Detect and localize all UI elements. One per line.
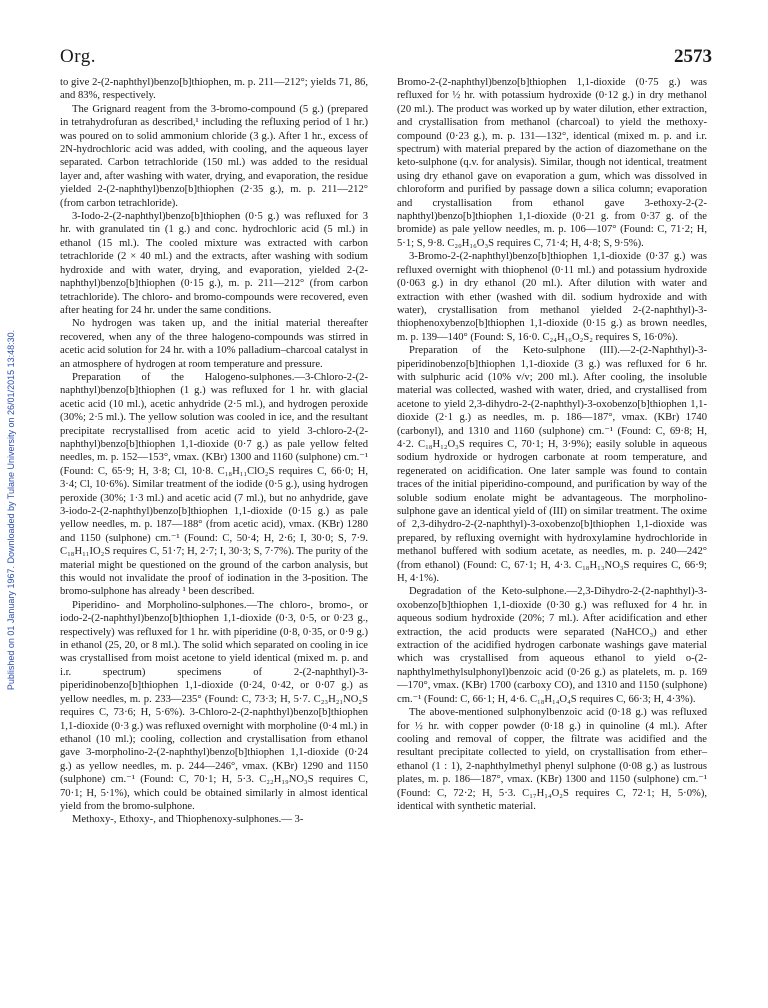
paragraph: Piperidino- and Morpholino-sulphones.—The chloro-, bromo-, or iodo-2-(2-naphthyl)benzo[b]thiophen 1,1-dioxide (0·3, 0·5, or 0·23 g., respectively) was refluxed for 1 hr. with piperidine (0·8, 0·35, or 0·9 g.) in ethanol (25, 20, or 8 ml.). The solid which separated on cooling in ice was crystallised from moist acetone to yield identical (mixed m. p. and i.r. spectrum) specimens of 2-(2-naphthyl)-3-piperidinobenzo[b]thiophen 1,1-dioxide (0·24, 0·42, or 0·07 g.) as yellow needles, m. p. 233—235° (Found: C, 73·3; H, 5·7. C₂₃H₂₁NO₂S requires C, 73·6; H, 5·6%). 3-Chloro-2-(2-naphthyl)benzo[b]thiophen 1,1-dioxide (0·3 g.) was refluxed overnight with morpholine (0·4 ml.) in ethanol (10 ml.); cooling, collection and crystallisation from ethanol gave 3-morpholino-2-(2-naphthyl)benzo[b]thiophen 1,1-dioxide (0·24 g.) as yellow needles, m. p. 244—246°, νmax. (KBr) 1290 and 1150 (sulphone) cm.⁻¹ (Found: C, 70·1; H, 5·3. C₂₂H₁₉NO₃S requires C, 70·1; H, 5·1%), which could be obtained similarly in almost identical yield from the bromo-sulphone. xyxy=(60,599,368,812)
paragraph: Methoxy-, Ethoxy-, and Thiophenoxy-sulphones.— 3- xyxy=(72,814,304,826)
page-number: 2573 xyxy=(674,46,712,67)
paragraph: Preparation of the Halogeno-sulphones.—3-Chloro-2-(2-naphthyl)benzo[b]thiophen (1 g.) was refluxed for 1 hr. with glacial acetic acid (10 ml.), acetic anhydride (2·5 ml.), and hydrogen peroxide (30%; 2·5 ml.). The yellow solution was cooled in ice, and the resultant precipitate recrystallised from acetic acid to yield 3-chloro-2-(2-naphthyl)benzo[b]thiophen 1,1-dioxide (0·7 g.) as pale yellow felted needles, m. p. 152—153°, νmax. (KBr) 1300 and 1160 (sulphone) cm.⁻¹ (Found: C, 65·9; H, 3·8; Cl, 10·8. C₁₈H₁₁ClO₂S requires C, 66·0; H, 3·4; Cl, 10·6%). Similar treatment of the iodide (0·5 g.), using hydrogen peroxide (30%; 1·3 ml.) and acetic acid (7 ml.), but no anhydride, gave 3-iodo-2-(2-naphthyl)benzo[b]thiophen 1,1-dioxide (0·15 g.) as pale yellow needles, m. p. 187—188° (from acetic acid), νmax. (KBr) 1280 and 1150 (sulphone) cm.⁻¹ (Found: C, 50·4; H, 2·6; I, 30·0; S, 7·9. C₁₈H₁₁IO₂S requires C, 51·7; H, 2·7; I, 30·3; S, 7·7%). The purity of the material might be questioned on the ground of the carbon analysis, but this would not invalidate the proof of iodination in the 3-position. The bromo-sulphone has already ¹ been described. xyxy=(60,371,368,598)
paragraph: No hydrogen was taken up, and the initial material thereafter recovered, when any of the three halogeno-compounds was stirred in acetic acid solution for 24 hr. with a 10% palladium–charcoal catalyst in an atmosphere of hydrogen at room temperature and pressure. xyxy=(60,318,368,370)
paragraph: The Grignard reagent from the 3-bromo-compound (5 g.) (prepared in tetrahydrofuran as described,¹ including the refluxing period of 1 hr.) was poured on to solid ammonium chloride (3 g.). After 1 hr., excess of 2N-hydrochloric acid was added, with cooling, and the aqueous layer separated. Carbon tetrachloride (150 ml.) was added to the residual layer and, after washing with water, drying, and evaporation, the residue yielded 2-(2-naphthyl)benzo[b]thiophen (2·35 g.), m. p. 211—212° (from carbon tetrachloride). xyxy=(60,103,368,209)
paragraph: The above-mentioned sulphonylbenzoic acid (0·18 g.) was refluxed for ½ hr. with copper powder (0·18 g.) in quinoline (4 ml.). After cooling and removal of copper, the filtrate was acidified and the resultant precipitate collected to yield, on crystallisation from ether–ethanol (1 : 1), 2-naphthylmethyl phenyl sulphone (0·08 g.) as lustrous plates, m. p. 186—187°, νmax. (KBr) 1300 and 1150 (sulphone) cm.⁻¹ (Found: C, 72·2; H, 5·3. C₁₇H₁₄O₂S requires C, 72·1; H, 5·0%), identical with synthetic material. xyxy=(397,707,707,812)
paragraph: Degradation of the Keto-sulphone.—2,3-Dihydro-2-(2-naphthyl)-3-oxobenzo[b]thiophen 1,1-dioxide (0·30 g.) was refluxed for 4 hr. in aqueous sodium hydroxide (20%; 7 ml.). After acidification and ether extraction, the acid products were separated (NaHCO₃) and ether extraction of the acidified hydrogen carbonate washings gave material which was crystallised from aqueous ethanol to yield o-(2-naphthylmethylsulphonyl)benzoic acid (0·26 g.) as platelets, m. p. 169—170°, νmax. (KBr) 1700 (carboxy CO), and 1310 and 1150 (sulphone) cm.⁻¹ (Found: C, 66·1; H, 4·6. C₁₈H₁₄O₄S requires C, 66·3; H, 4·3%). xyxy=(397,586,707,705)
paragraph: to give 2-(2-naphthyl)benzo[b]thiophen, m. p. 211—212°; yields 71, 86, and 83%, respectively. xyxy=(60,77,368,102)
provenance-text: Published on 01 January 1967. Downloaded by Tulane University on 26/01/2015 13:48:30. xyxy=(6,329,16,691)
paragraph: 3-Iodo-2-(2-naphthyl)benzo[b]thiophen (0·5 g.) was refluxed for 3 hr. with granulated tin (1 g.) and conc. hydrochloric acid (5 ml.) in ethanol (15 ml.). The cooled mixture was extracted with carbon tetrachloride (2 × 40 ml.) and the extracts, after washing with sodium hydroxide and with water, drying, and evaporation, yielded 2-(2-naphthyl)benzo[b]thiophen (0·15 g.), m. p. 211—212° (from carbon tetrachloride). The chloro- and bromo-compounds were recovered, even after heating for 24 hr. under the same conditions. xyxy=(60,211,368,316)
paragraph: Bromo-2-(2-naphthyl)benzo[b]thiophen 1,1-dioxide (0·75 g.) was refluxed for ½ hr. with potassium hydroxide (0·12 g.) in dry methanol (20 ml.). The product was worked up by water dilution, ether extraction, and crystallisation from methanol (charcoal) to yield the methoxy-compound (0·23 g.), m. p. 131—132°, identical (mixed m. p. and i.r. spectrum) with material prepared by the action of diazomethane on the keto-sulphone (q.v. for analysis). Similar, though not identical, treatment using dry ethanol gave on evaporation a gum, which was dissolved in chloroform and purified by passage down a silica column; evaporation and crystallisation from ethanol gave 3-ethoxy-2-(2-naphthyl)benzo[b]thiophen 1,1-dioxide (0·21 g. from 0·37 g. of the bromide) as pale yellow needles, m. p. 106—107° (Found: C, 71·2; H, 5·1; S, 9·8. C₂₀H₁₆O₃S requires C, 71·4; H, 4·8; S, 9·5%). xyxy=(397,77,707,249)
right-text-column xyxy=(397,76,707,813)
paragraph: Preparation of the Keto-sulphone (III).—2-(2-Naphthyl)-3-piperidinobenzo[b]thiophen 1,1-dioxide (3 g.) was refluxed for 6 hr. with sulphuric acid (10% v/v; 200 ml.). After cooling, the insoluble material was collected, washed with water, dried, and crystallised from acetone to yield 2,3-dihydro-2-(2-naphthyl)-3-oxobenzo[b]thiophen 1,1-dioxide (2·1 g.) as needles, m. p. 186—187°, νmax. (KBr) 1740 (carbonyl), and 1310 and 1160 (sulphone) cm.⁻¹ (Found: C, 69·8; H, 4·2. C₁₈H₁₂O₃S requires C, 70·1; H, 3·9%); easily soluble in aqueous sodium hydroxide or hydrogen carbonate at room temperature, and regenerated on acidification. One later sample was found to contain traces of the initial piperidino-compound, and purification by way of the soluble sodium enolate might be advantageous. The morpholino-sulphone gave an identical yield of (III) on similar treatment. The oxime of 2,3-dihydro-2-(2-naphthyl)-3-oxobenzo[b]thiophen 1,1-dioxide was prepared, by refluxing overnight with hydroxylamine hydrochloride in methanol buffered with sodium acetate, as needles, m. p. 240—242° (from ethanol) (Found: C, 67·1; H, 4·3. C₁₈H₁₃NO₃S requires C, 66·9; H, 4·1%). xyxy=(397,345,707,585)
download-provenance-note xyxy=(4,190,18,830)
paragraph: 3-Bromo-2-(2-naphthyl)benzo[b]thiophen 1,1-dioxide (0·37 g.) was refluxed overnight with thiophenol (0·11 ml.) and potassium hydroxide (0·063 g.) in dry ethanol (20 ml.). After dilution with water and extraction with ether (washed with dil. sodium hydroxide and with water), crystallisation from methanol yielded 2-(2-naphthyl)-3-thiophenoxybenzo[b]thiophen 1,1-dioxide (0·15 g.) as brown needles, m. p. 139—140° (Found: S, 16·0. C₂₄H₁₆O₂S₂ requires S, 16·0%). xyxy=(397,251,707,343)
left-text-column xyxy=(60,76,368,827)
journal-running-head: Org. xyxy=(60,46,96,67)
